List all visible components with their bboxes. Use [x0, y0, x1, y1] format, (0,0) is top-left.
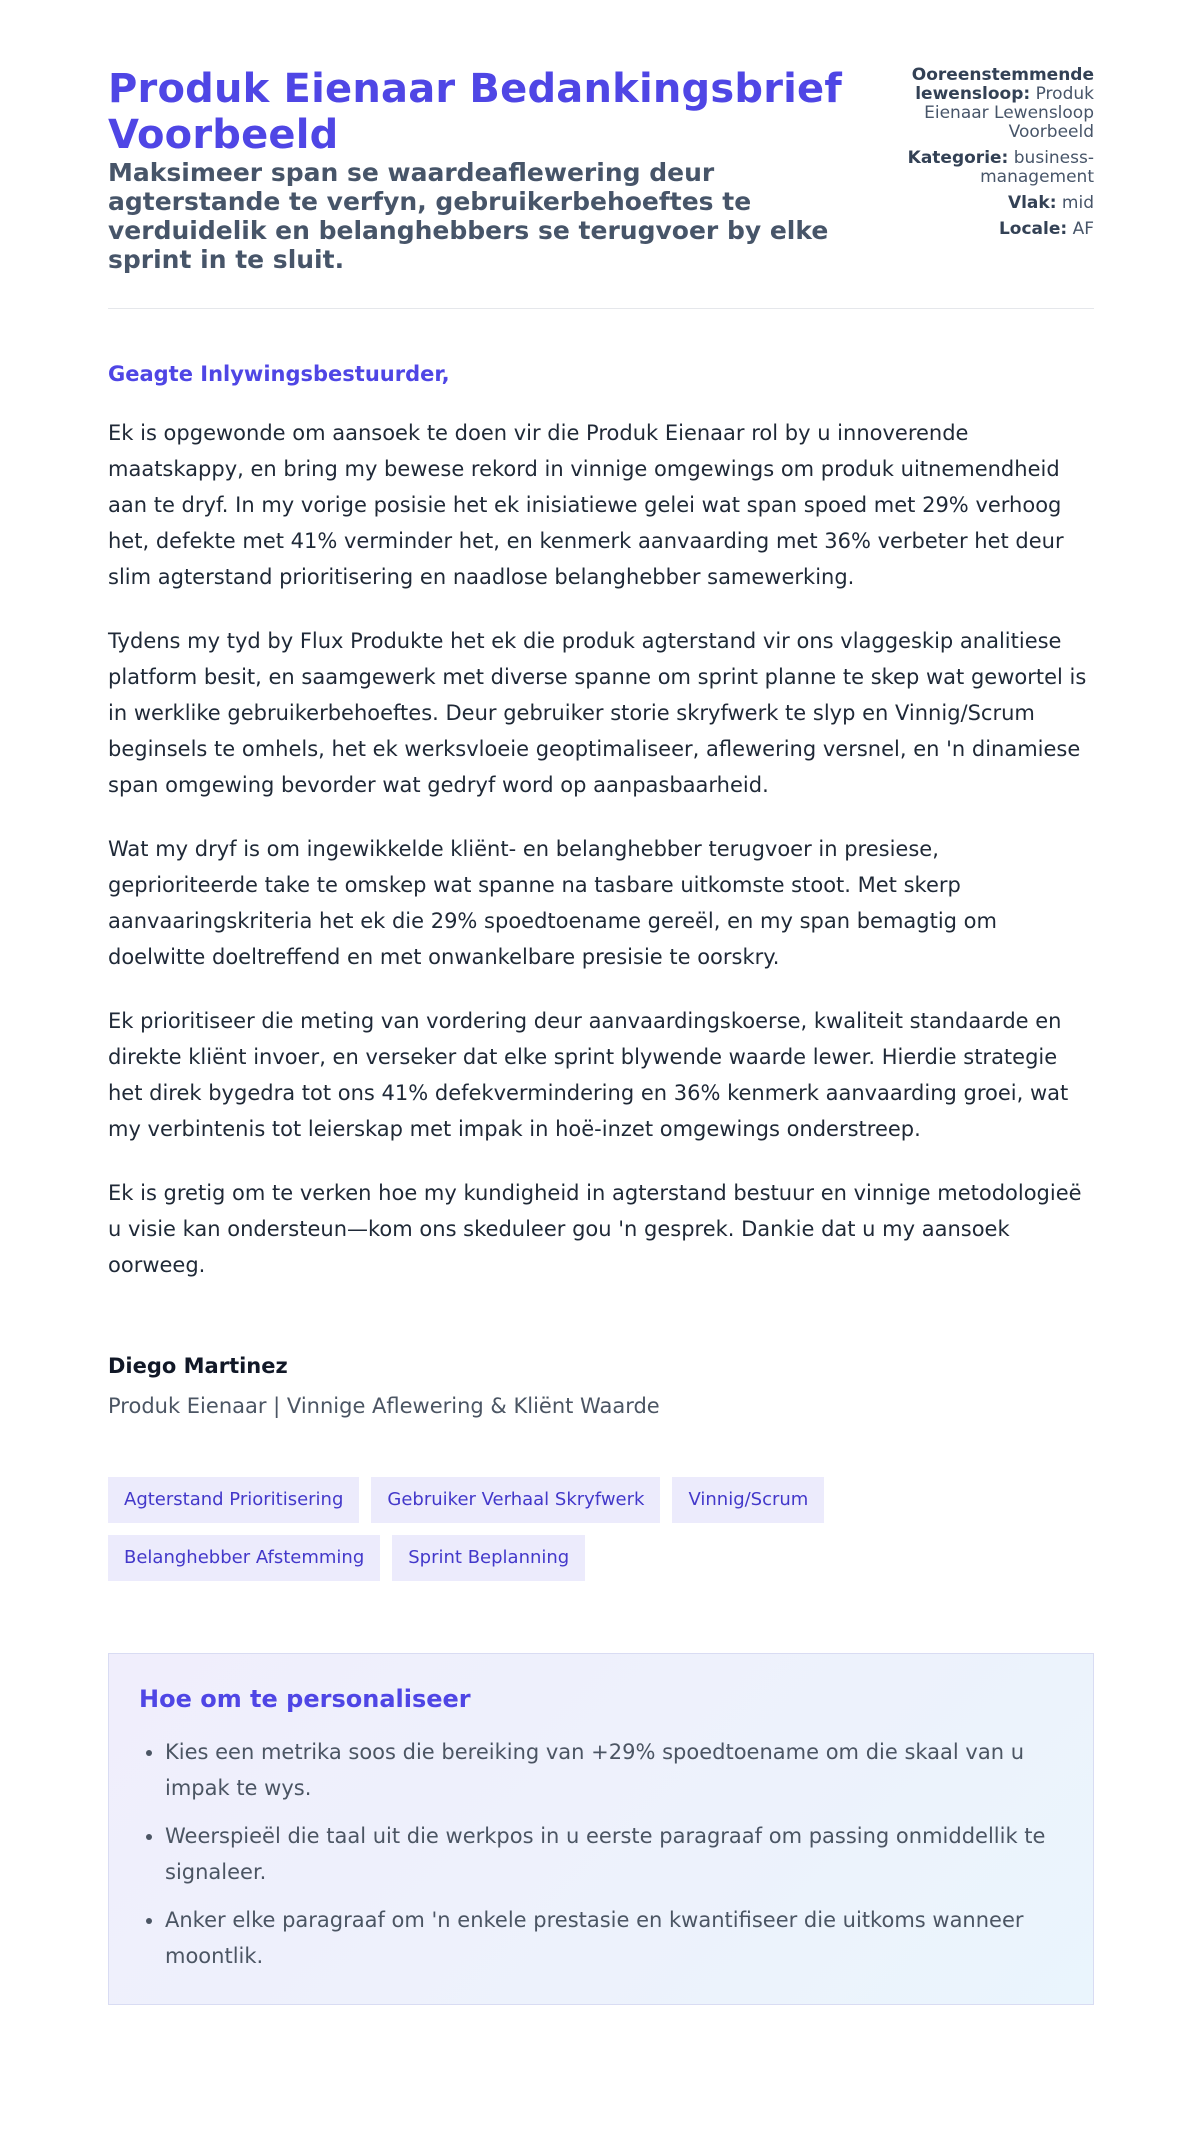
meta-category — [874, 149, 1094, 187]
tip-item: • Weerspieël die taal uit die werkpos in u eerste paragraaf om passing onmiddellik te signaleer. — [165, 1818, 1063, 1890]
skill-tags — [108, 1477, 1094, 1593]
tips-title: Hoe om te personaliseer — [139, 1685, 471, 1713]
letter-paragraph: Tydens my tyd by Flux Produkte het ek die produk agterstand vir ons vlaggeskip analitiese platform besit, en saamgewerk met diverse spanne om sprint planne te skep wat gewortel is in werklike gebruikerbehoeftes. Deur gebruiker storie skryfwerk te slyp en Vinnig/Scrum beginsels te omhels, het ek werksvloeie geoptimaliseer, aflewering versnel, en 'n dinamiese span omgewing bevorder wat gedryf word op aanpasbaarheid. — [108, 629, 1087, 797]
signature-name: Diego Martinez — [108, 1354, 288, 1378]
meta-locale-value: AF — [1072, 219, 1094, 239]
letter-paragraph: Ek is gretig om te verken hoe my kundigheid in agterstand bestuur en vinnige metodologieë u visie kan ondersteun—kom ons skeduleer gou 'n gesprek. Dankie dat u my aansoek oorweeg. — [108, 1181, 1082, 1277]
meta-panel — [874, 66, 1094, 246]
meta-level — [874, 194, 1094, 213]
page-header — [108, 66, 1094, 274]
meta-category-label: Kategorie: — [907, 148, 1009, 168]
skill-tag: Vinnig/Scrum — [672, 1477, 824, 1523]
meta-lifecycle-value: Produk Eienaar Lewensloop Voorbeeld — [924, 84, 1094, 142]
letter-paragraph: Ek prioritiseer die meting van vordering deur aanvaardingskoerse, kwaliteit standaarde en direkte kliënt invoer, en verseker dat elke sprint blywende waarde lewer. Hierdie strategie het direk bygedra tot ons 41% defekvermindering en 36% kenmerk aanvaarding groei, wat my verbintenis tot leierskap met impak in hoë-inzet omgewings onderstreep. — [108, 1009, 1069, 1141]
header-divider — [108, 308, 1094, 309]
meta-locale — [874, 220, 1094, 239]
meta-level-label: Vlak: — [1007, 193, 1057, 213]
meta-level-value: mid — [1061, 193, 1094, 213]
letter-page — [108, 66, 1094, 2005]
tip-item: • Anker elke paragraaf om 'n enkele prestasie en kwantifiseer die uitkoms wanneer moontlik. — [165, 1902, 1063, 1974]
meta-lifecycle-label: Ooreenstemmende lewensloop: — [911, 65, 1094, 104]
meta-lifecycle — [874, 66, 1094, 142]
page-subtitle: Maksimeer span se waardeaflewering deur agterstande te verfyn, gebruikerbehoeftes te verduidelik en belanghebbers se terugvoer by elke sprint in te sluit. — [108, 158, 829, 274]
tip-item: • Kies een metrika soos die bereiking van +29% spoedtoename om die skaal van u impak te wys. — [165, 1734, 1063, 1806]
skill-tag: Belanghebber Afstemming — [108, 1535, 380, 1581]
skill-tag: Agterstand Prioritisering — [108, 1477, 359, 1523]
skill-tag: Sprint Beplanning — [392, 1535, 585, 1581]
skill-tag: Gebruiker Verhaal Skryfwerk — [371, 1477, 660, 1523]
page-title: Produk Eienaar Bedankingsbrief Voorbeeld — [108, 66, 842, 158]
meta-locale-label: Locale: — [998, 219, 1068, 239]
signature-role: Produk Eienaar | Vinnige Aflewering & Kliënt Waarde — [108, 1394, 660, 1418]
letter-greeting: Geagte Inlywingsbestuurder, — [108, 362, 450, 386]
letter-paragraph: Ek is opgewonde om aansoek te doen vir die Produk Eienaar rol by u innoverende maatskappy, en bring my bewese rekord in vinnige omgewings om produk uitnemendheid aan te dryf. In my vorige posisie het ek inisiatiewe gelei wat span spoed met 29% verhoog het, defekte met 41% verminder het, en kenmerk aanvaarding met 36% verbeter het deur slim agterstand prioritisering en naadlose belanghebber samewerking. — [108, 421, 1064, 589]
tips-list — [139, 1734, 1063, 1974]
meta-category-value: business-management — [980, 148, 1094, 187]
letter-paragraph: Wat my dryf is om ingewikkelde kliënt- en belanghebber terugvoer in presiese, geprioriteerde take te omskep wat spanne na tasbare uitkomste stoot. Met skerp aanvaaringskriteria het ek die 29% spoedtoename gereël, en my span bemagtig om doelwitte doeltreffend en met onwankelbare presisie te oorskry. — [108, 837, 997, 969]
header-text — [108, 66, 848, 274]
personalize-tips-box — [108, 1653, 1094, 2005]
